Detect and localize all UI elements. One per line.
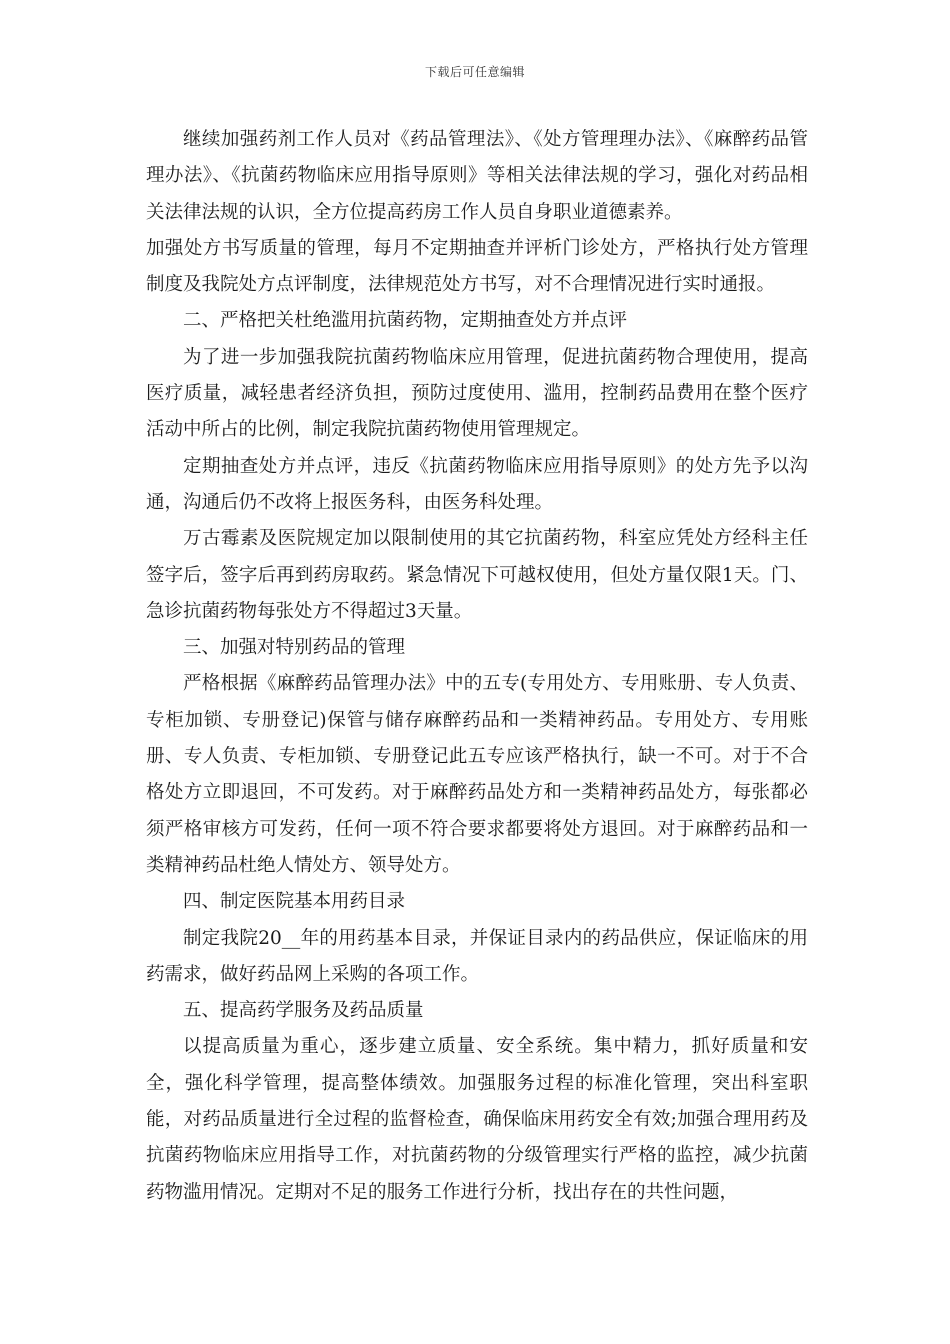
page-header: 下载后可任意编辑 — [424, 65, 525, 79]
body-paragraph: 加强处方书写质量的管理，每月不定期抽查并评析门诊处方，严格执行处方管理制度及我院处方点评制度，法律规范处方书写，对不合理情况进行实时通报。 — [146, 237, 808, 296]
section-heading: 五、提高药学服务及药品质量 — [183, 1000, 424, 1022]
body-paragraph: 万古霉素及医院规定加以限制使用的其它抗菌药物，科室应凭处方经科主任签字后，签字后再到药房取药。紧急情况下可越权使用，但处方量仅限1天。门、急诊抗菌药物每张处方不得超过3天量。 — [146, 528, 808, 622]
section-heading: 二、严格把关杜绝滥用抗菌药物，定期抽查处方并点评 — [183, 310, 628, 332]
body-paragraph: 为了进一步加强我院抗菌药物临床应用管理，促进抗菌药物合理使用，提高医疗质量，减轻患者经济负担，预防过度使用、滥用，控制药品费用在整个医疗活动中所占的比例，制定我院抗菌药物使用管理规定。 — [146, 346, 808, 441]
document-body — [146, 122, 808, 1211]
section-heading: 三、加强对特别药品的管理 — [183, 637, 406, 659]
body-paragraph: 以提高质量为重心，逐步建立质量、安全系统。集中精力，抓好质量和安全，强化科学管理，提高整体绩效。加强服务过程的标准化管理，突出科室职能，对药品质量进行全过程的监督检查，确保临床用药安全有效;加强合理用药及抗菌药物临床应用指导工作，对抗菌药物的分级管理实行严格的监控，减少抗菌药物滥用情况。定期对不足的服务工作进行分析，找出存在的共性问题， — [146, 1036, 808, 1203]
body-paragraph: 继续加强药剂工作人员对《药品管理法》、《处方管理理办法》、《麻醉药品管理办法》、《抗菌药物临床应用指导原则》等相关法律法规的学习，强化对药品相关法律法规的认识，全方位提高药房工作人员自身职业道德素养。 — [146, 129, 808, 223]
body-paragraph: 制定我院20__年的用药基本目录，并保证目录内的药品供应，保证临床的用药需求，做好药品网上采购的各项工作。 — [146, 927, 808, 985]
body-paragraph: 严格根据《麻醉药品管理办法》中的五专(专用处方、专用账册、专人负责、专柜加锁、专册登记)保管与储存麻醉药品和一类精神药品。专用处方、专用账册、专人负责、专柜加锁、专册登记此五专应该严格执行，缺一不可。对于不合格处方立即退回，不可发药。对于麻醉药品处方和一类精神药品处方，每张都必须严格审核方可发药，任何一项不符合要求都要将处方退回。对于麻醉药品和一类精神药品杜绝人情处方、领导处方。 — [146, 673, 808, 876]
body-paragraph: 定期抽查处方并点评，违反《抗菌药物临床应用指导原则》的处方先予以沟通，沟通后仍不改将上报医务科，由医务科处理。 — [146, 455, 808, 513]
section-heading: 四、制定医院基本用药目录 — [183, 891, 406, 913]
